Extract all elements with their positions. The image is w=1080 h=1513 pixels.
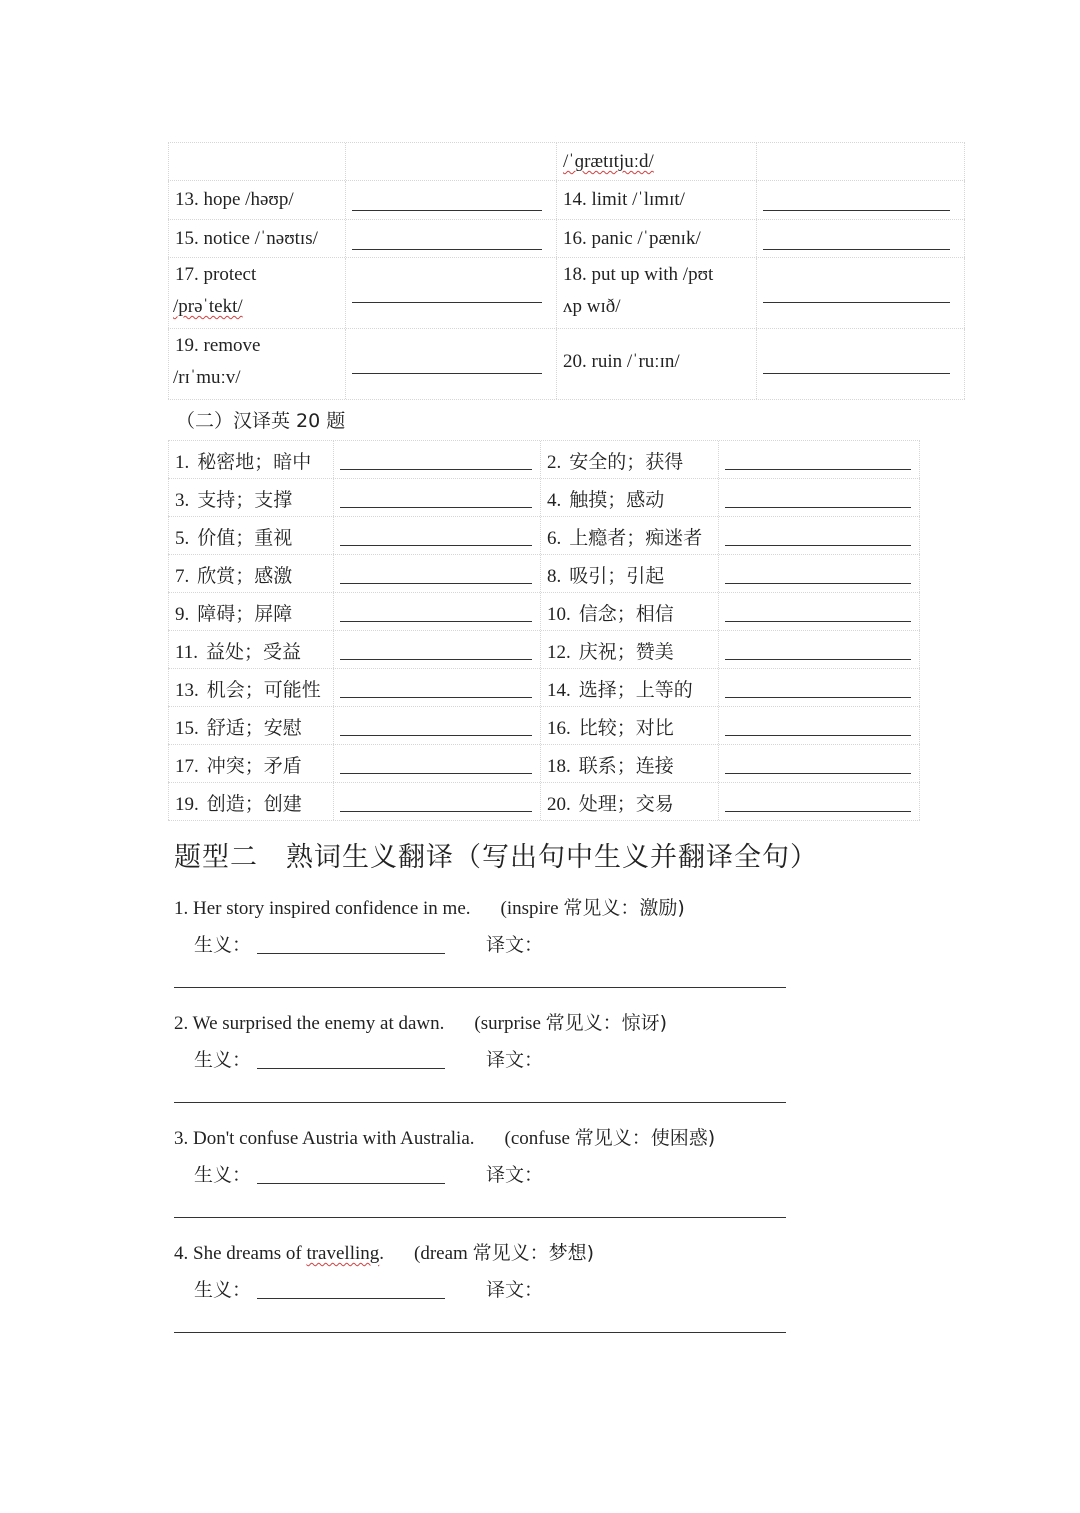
translation-label: 译文：: [486, 1279, 544, 1301]
answer-blank[interactable]: [340, 583, 532, 584]
vocab-word-cell: [556, 220, 756, 257]
answer-blank[interactable]: [725, 621, 911, 622]
cn-item: 14. 选择；上等的: [547, 679, 693, 701]
cn-en-table: [168, 440, 920, 821]
answer-cell: [756, 143, 965, 180]
answer-cell: [345, 220, 556, 257]
cn-item: 9. 障碍；屏障: [175, 603, 293, 625]
vocab-phonetic: ʌp wɪð/: [563, 296, 621, 317]
cn-item-cell: [168, 441, 333, 478]
answer-cell: [345, 258, 556, 328]
cn-item-cell: [168, 555, 333, 592]
answer-blank[interactable]: [725, 697, 911, 698]
cn-item-cell: [168, 593, 333, 630]
question-sentence: 2. We surprised the enemy at dawn. (surprise 常见义：惊讶): [174, 1012, 668, 1034]
vocab-word: /ˈɡrætɪtjuːd/: [563, 151, 654, 172]
answer-cell: [345, 181, 556, 219]
cn-item: 18. 联系；连接: [547, 755, 674, 777]
meaning-label: 生义：: [194, 1279, 252, 1301]
cn-item-cell: [540, 783, 718, 820]
answer-cell: [756, 181, 965, 219]
answer-blank[interactable]: [352, 373, 542, 374]
cn-en-row: [168, 745, 920, 783]
cn-item-cell: [540, 631, 718, 668]
vocab-row: [168, 258, 965, 329]
cn-item: 15. 舒适；安慰: [175, 717, 302, 739]
vocab-word-cell: [168, 329, 345, 399]
vocab-word-cell: [168, 220, 345, 257]
vocab-row: [168, 220, 965, 258]
answer-blank[interactable]: [725, 469, 911, 470]
meaning-blank[interactable]: [257, 1183, 445, 1184]
answer-cell: [718, 441, 920, 478]
question-sentence: 1. Her story inspired confidence in me. (inspire 常见义：激励): [174, 897, 685, 919]
answer-blank[interactable]: [340, 469, 532, 470]
answer-cell: [718, 479, 920, 516]
vocab-word: 15. notice /ˈnəʊtɪs/: [175, 228, 318, 249]
vocab-word: 20. ruin /ˈruːɪn/: [563, 351, 680, 372]
answer-cell: [333, 593, 540, 630]
vocab-word: 17. protect: [175, 264, 257, 285]
cn-item-cell: [540, 555, 718, 592]
cn-item: 19. 创造；创建: [175, 793, 302, 815]
cn-en-row: [168, 555, 920, 593]
cn-item-cell: [540, 669, 718, 706]
cn-item-cell: [168, 669, 333, 706]
answer-blank[interactable]: [725, 811, 911, 812]
vocab-word: 16. panic /ˈpænɪk/: [563, 228, 701, 249]
cn-item-cell: [168, 707, 333, 744]
answer-cell: [333, 631, 540, 668]
cn-item: 2. 安全的；获得: [547, 451, 684, 473]
cn-item-cell: [540, 745, 718, 782]
answer-blank[interactable]: [340, 621, 532, 622]
answer-cell: [718, 593, 920, 630]
answer-cell: [718, 631, 920, 668]
vocab-word: 13. hope /həʊp/: [175, 189, 294, 210]
cn-item: 6. 上瘾者；痴迷者: [547, 527, 703, 549]
cn-en-row: [168, 669, 920, 707]
cn-item: 1. 秘密地；暗中: [175, 451, 312, 473]
translation-label: 译文：: [486, 1164, 544, 1186]
answer-blank[interactable]: [352, 249, 542, 250]
vocab-row: [168, 181, 965, 220]
answer-cell: [333, 555, 540, 592]
translation-blank[interactable]: [174, 1217, 786, 1218]
vocab-row: [168, 142, 965, 181]
answer-blank[interactable]: [725, 545, 911, 546]
cn-item-cell: [540, 707, 718, 744]
cn-item-cell: [168, 631, 333, 668]
translation-label: 译文：: [486, 1049, 544, 1071]
vocab-word: 19. remove: [175, 335, 261, 356]
answer-blank[interactable]: [340, 811, 532, 812]
vocab-word: 14. limit /ˈlɪmɪt/: [563, 189, 685, 210]
cn-en-row: [168, 517, 920, 555]
meaning-label: 生义：: [194, 1049, 252, 1071]
cn-item-cell: [540, 441, 718, 478]
question-sentence: 3. Don't confuse Austria with Australia. (confuse 常见义：使困惑): [174, 1127, 716, 1149]
vocab-phonetic: /prəˈtekt/: [173, 296, 243, 317]
cn-en-row: [168, 440, 920, 479]
cn-item: 8. 吸引；引起: [547, 565, 665, 587]
cn-item: 13. 机会；可能性: [175, 679, 321, 701]
vocab-row: [168, 329, 965, 400]
meaning-label: 生义：: [194, 1164, 252, 1186]
cn-item: 16. 比较；对比: [547, 717, 674, 739]
answer-cell: [333, 517, 540, 554]
vocab-word-cell: [168, 181, 345, 219]
cn-item-cell: [168, 479, 333, 516]
answer-cell: [718, 555, 920, 592]
vocab-word-cell: [168, 258, 345, 328]
cn-en-row: [168, 707, 920, 745]
cn-item: 5. 价值；重视: [175, 527, 293, 549]
section-title-cn-en: （二）汉译英 20 题: [176, 410, 346, 432]
cn-item: 11. 益处；受益: [175, 641, 302, 663]
answer-blank[interactable]: [763, 249, 950, 250]
answer-cell: [333, 669, 540, 706]
section-title-word-meaning: 题型二 熟词生义翻译（写出句中生义并翻译全句）: [174, 842, 818, 873]
cn-item: 17. 冲突；矛盾: [175, 755, 302, 777]
translation-label: 译文：: [486, 934, 544, 956]
cn-item: 7. 欣赏；感激: [175, 565, 293, 587]
cn-item: 10. 信念；相信: [547, 603, 674, 625]
cn-en-row: [168, 783, 920, 821]
cn-en-row: [168, 631, 920, 669]
answer-blank[interactable]: [763, 302, 950, 303]
answer-blank[interactable]: [725, 735, 911, 736]
cn-item-cell: [168, 745, 333, 782]
answer-cell: [756, 220, 965, 257]
answer-cell: [756, 258, 965, 328]
answer-cell: [345, 329, 556, 399]
answer-cell: [333, 745, 540, 782]
answer-cell: [333, 479, 540, 516]
vocab-table: [168, 142, 965, 400]
cn-item: 20. 处理；交易: [547, 793, 674, 815]
answer-blank[interactable]: [725, 773, 911, 774]
meaning-label: 生义：: [194, 934, 252, 956]
answer-cell: [345, 143, 556, 180]
meaning-blank[interactable]: [257, 953, 445, 954]
cn-item-cell: [540, 517, 718, 554]
cn-item-cell: [168, 517, 333, 554]
meaning-blank[interactable]: [257, 1068, 445, 1069]
answer-cell: [718, 517, 920, 554]
answer-blank[interactable]: [352, 302, 542, 303]
cn-item: 4. 触摸；感动: [547, 489, 665, 511]
answer-blank[interactable]: [340, 773, 532, 774]
answer-blank[interactable]: [340, 735, 532, 736]
answer-blank[interactable]: [763, 373, 950, 374]
answer-cell: [333, 441, 540, 478]
translation-blank[interactable]: [174, 1332, 786, 1333]
meaning-blank[interactable]: [257, 1298, 445, 1299]
translation-blank[interactable]: [174, 1102, 786, 1103]
answer-cell: [756, 329, 965, 399]
vocab-word-cell: [556, 143, 756, 180]
cn-item-cell: [540, 593, 718, 630]
answer-cell: [718, 783, 920, 820]
question-sentence: 4. She dreams of travelling. (dream 常见义：梦想): [174, 1242, 595, 1264]
cn-item-cell: [540, 479, 718, 516]
answer-cell: [718, 745, 920, 782]
vocab-word: 18. put up with /pʊt: [563, 264, 714, 285]
answer-blank[interactable]: [340, 697, 532, 698]
answer-cell: [718, 669, 920, 706]
answer-cell: [333, 707, 540, 744]
cn-en-row: [168, 479, 920, 517]
translation-blank[interactable]: [174, 987, 786, 988]
answer-cell: [333, 783, 540, 820]
vocab-word-cell: [556, 329, 756, 399]
answer-blank[interactable]: [340, 507, 532, 508]
answer-blank[interactable]: [725, 507, 911, 508]
answer-cell: [718, 707, 920, 744]
vocab-phonetic: /rɪˈmuːv/: [173, 367, 241, 388]
answer-blank[interactable]: [352, 210, 542, 211]
vocab-word-cell: [168, 143, 345, 180]
cn-en-row: [168, 593, 920, 631]
cn-item: 12. 庆祝；赞美: [547, 641, 674, 663]
answer-blank[interactable]: [725, 583, 911, 584]
cn-item-cell: [168, 783, 333, 820]
vocab-word-cell: [556, 181, 756, 219]
answer-blank[interactable]: [725, 659, 911, 660]
cn-item: 3. 支持；支撑: [175, 489, 293, 511]
answer-blank[interactable]: [763, 210, 950, 211]
vocab-word-cell: [556, 258, 756, 328]
answer-blank[interactable]: [340, 659, 532, 660]
answer-blank[interactable]: [340, 545, 532, 546]
